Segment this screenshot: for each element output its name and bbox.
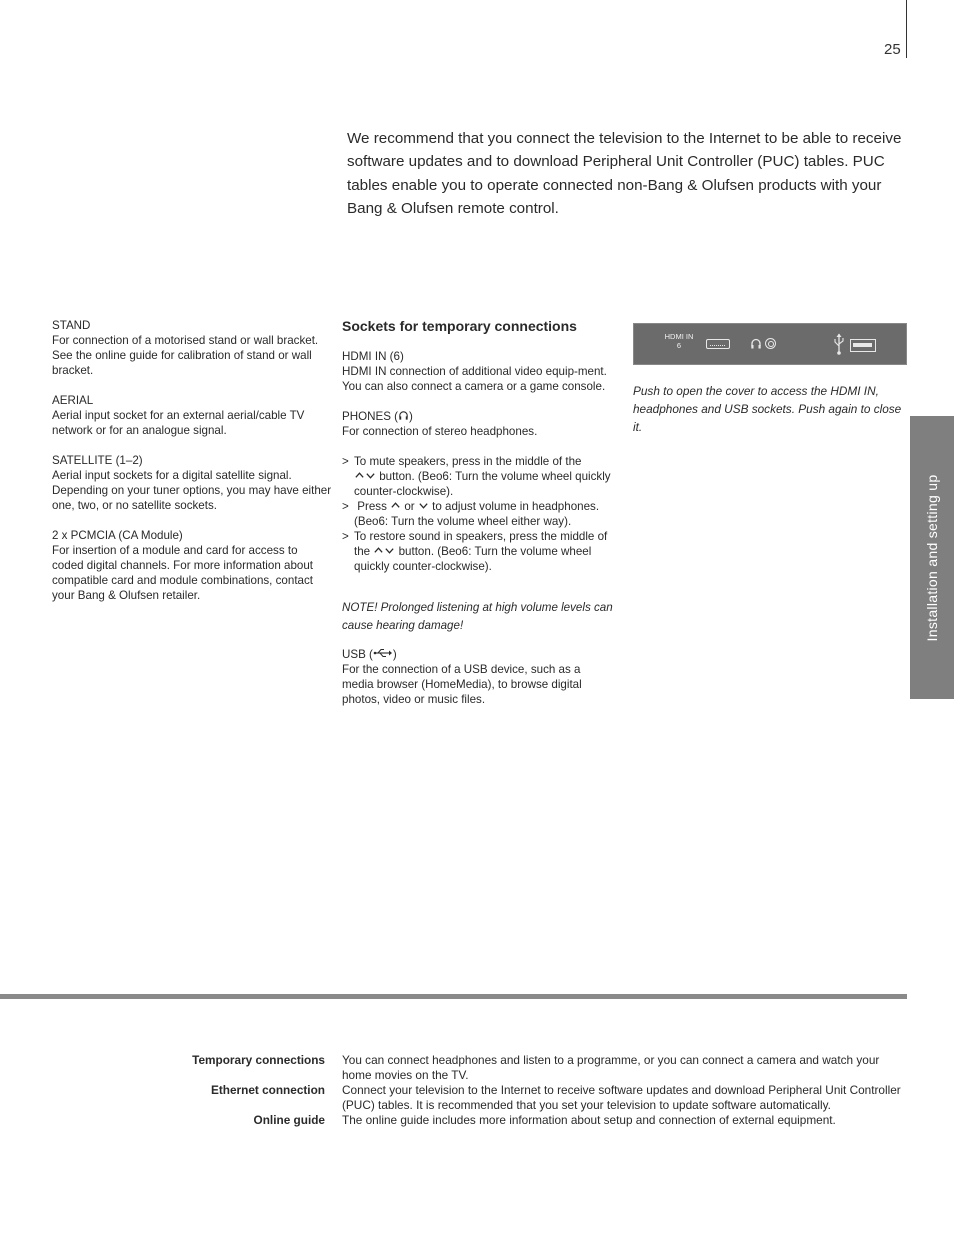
usb-term-line — [342, 647, 614, 662]
summary-term: Temporary connections — [192, 1053, 325, 1067]
headphone-jack-icon — [765, 338, 776, 349]
summary-text: Connect your television to the Internet to receive software updates and download Peripheral Unit Controller (PUC) tables. It is recommended that you set your television to update software automatically. — [342, 1083, 901, 1112]
satellite-entry — [52, 453, 332, 513]
panel-label-line1: HDMI IN — [664, 332, 694, 341]
summary-list — [0, 1053, 954, 1143]
aerial-text: Aerial input socket for an external aerial/cable TV network or for an analogue signal. — [52, 409, 305, 437]
page-number: 25 — [884, 41, 901, 58]
step-adjust — [342, 499, 614, 529]
aerial-entry — [52, 393, 332, 438]
socket-panel-figure — [633, 323, 907, 436]
phones-entry — [342, 409, 614, 635]
satellite-term: SATELLITE (1–2) — [52, 454, 143, 467]
aerial-term: AERIAL — [52, 394, 94, 407]
panel-hdmi-label — [662, 332, 696, 350]
phones-steps — [342, 454, 614, 574]
panel-caption: Push to open the cover to access the HDMI IN, headphones and USB sockets. Push again to close it. — [633, 384, 902, 434]
hdmi-entry — [342, 349, 614, 394]
step-marker: > — [342, 455, 349, 468]
step-text-before: Press — [357, 500, 387, 513]
step-marker: > — [342, 530, 349, 543]
phones-term-after: ) — [409, 410, 413, 423]
pcmcia-term-line — [52, 528, 332, 543]
hdmi-port-icon — [706, 339, 730, 349]
pcmcia-term: 2 x PCMCIA — [52, 529, 116, 542]
summary-text: You can connect headphones and listen to a programme, or you can connect a camera and watch your home movies on the TV. — [342, 1053, 880, 1082]
step-text-before: To restore sound in speakers, press the middle of the — [354, 530, 608, 558]
pcmcia-text: For insertion of a module and card for access to coded digital channels. For more information about compatible card and module combinations, contact your Bang & Olufsen retailer. — [52, 544, 314, 602]
summary-term: Ethernet connection — [210, 1083, 325, 1097]
summary-row — [0, 1053, 954, 1083]
step-restore — [342, 529, 614, 574]
usb-port-icon — [850, 339, 876, 352]
chapter-side-tab — [910, 416, 954, 699]
step-text-after: button. (Beo6: Turn the volume wheel quickly counter-clockwise). — [354, 470, 611, 498]
step-text-after: to adjust volume in headphones. (Beo6: Turn the volume wheel either way). — [354, 500, 600, 528]
summary-row — [0, 1113, 954, 1143]
socket-panel-illustration — [633, 323, 907, 365]
step-text-before: To mute speakers, press in the middle of the — [354, 455, 582, 468]
summary-row — [0, 1083, 954, 1113]
summary-term: Online guide — [253, 1113, 325, 1127]
down-arrow-icon — [365, 470, 376, 481]
stand-term: STAND — [52, 319, 91, 332]
usb-symbol-icon — [832, 332, 846, 356]
panel-label-line2: 6 — [676, 341, 682, 350]
hdmi-text: HDMI IN connection of additional video equip-ment. You can also connect a camera or a game console. — [342, 365, 607, 393]
up-arrow-icon — [373, 545, 384, 556]
step-marker: > — [342, 500, 349, 513]
headphones-icon — [398, 410, 409, 421]
phones-text: For connection of stereo headphones. — [342, 425, 538, 438]
hearing-warning-note: NOTE! Prolonged listening at high volume levels can cause hearing damage! — [342, 601, 613, 632]
step-text-after: button. (Beo6: Turn the volume wheel quickly counter-clockwise). — [354, 545, 592, 573]
stand-text: For connection of a motorised stand or wall bracket. See the online guide for calibration of stand or wall bracket. — [52, 334, 319, 377]
satellite-text: Aerial input sockets for a digital satellite signal. Depending on your tuner options, you may have either one, two, or no satellite sockets. — [52, 469, 332, 512]
phones-term-line — [342, 409, 614, 424]
down-arrow-icon — [384, 545, 395, 556]
step-mute — [342, 454, 614, 499]
stand-entry — [52, 318, 332, 378]
usb-text: For the connection of a USB device, such as a media browser (HomeMedia), to browse digital photos, video or music files. — [342, 663, 582, 706]
up-arrow-icon — [354, 470, 365, 481]
usb-term-after: ) — [392, 648, 397, 661]
page-corner-rule — [906, 0, 907, 58]
intro-paragraph: We recommend that you connect the television to the Internet to be able to receive software updates and to download Peripheral Unit Controller (PUC) tables. PUC tables enable you to operate connected non-Bang & Olufsen products with your Bang & Olufsen remote control. — [347, 130, 902, 217]
usb-term-before: USB ( — [342, 648, 373, 661]
phones-term-before: PHONES ( — [342, 410, 399, 423]
down-arrow-icon — [418, 500, 429, 511]
usb-icon — [373, 648, 393, 658]
usb-entry — [342, 647, 614, 707]
pcmcia-entry — [52, 528, 332, 603]
summary-text: The online guide includes more information about setup and connection of external equipment. — [342, 1113, 836, 1127]
section-heading: Sockets for temporary connections — [342, 318, 577, 334]
chapter-tab-label: Installation and setting up — [924, 474, 940, 641]
temporary-sockets-column — [342, 318, 614, 722]
hdmi-term: HDMI IN (6) — [342, 350, 404, 363]
socket-list-left — [52, 318, 332, 618]
step-text-middle: or — [404, 500, 415, 513]
up-arrow-icon — [390, 500, 401, 511]
headphones-icon — [750, 337, 762, 350]
footer-divider — [0, 994, 907, 999]
pcmcia-term-suffix: (CA Module) — [115, 529, 183, 542]
